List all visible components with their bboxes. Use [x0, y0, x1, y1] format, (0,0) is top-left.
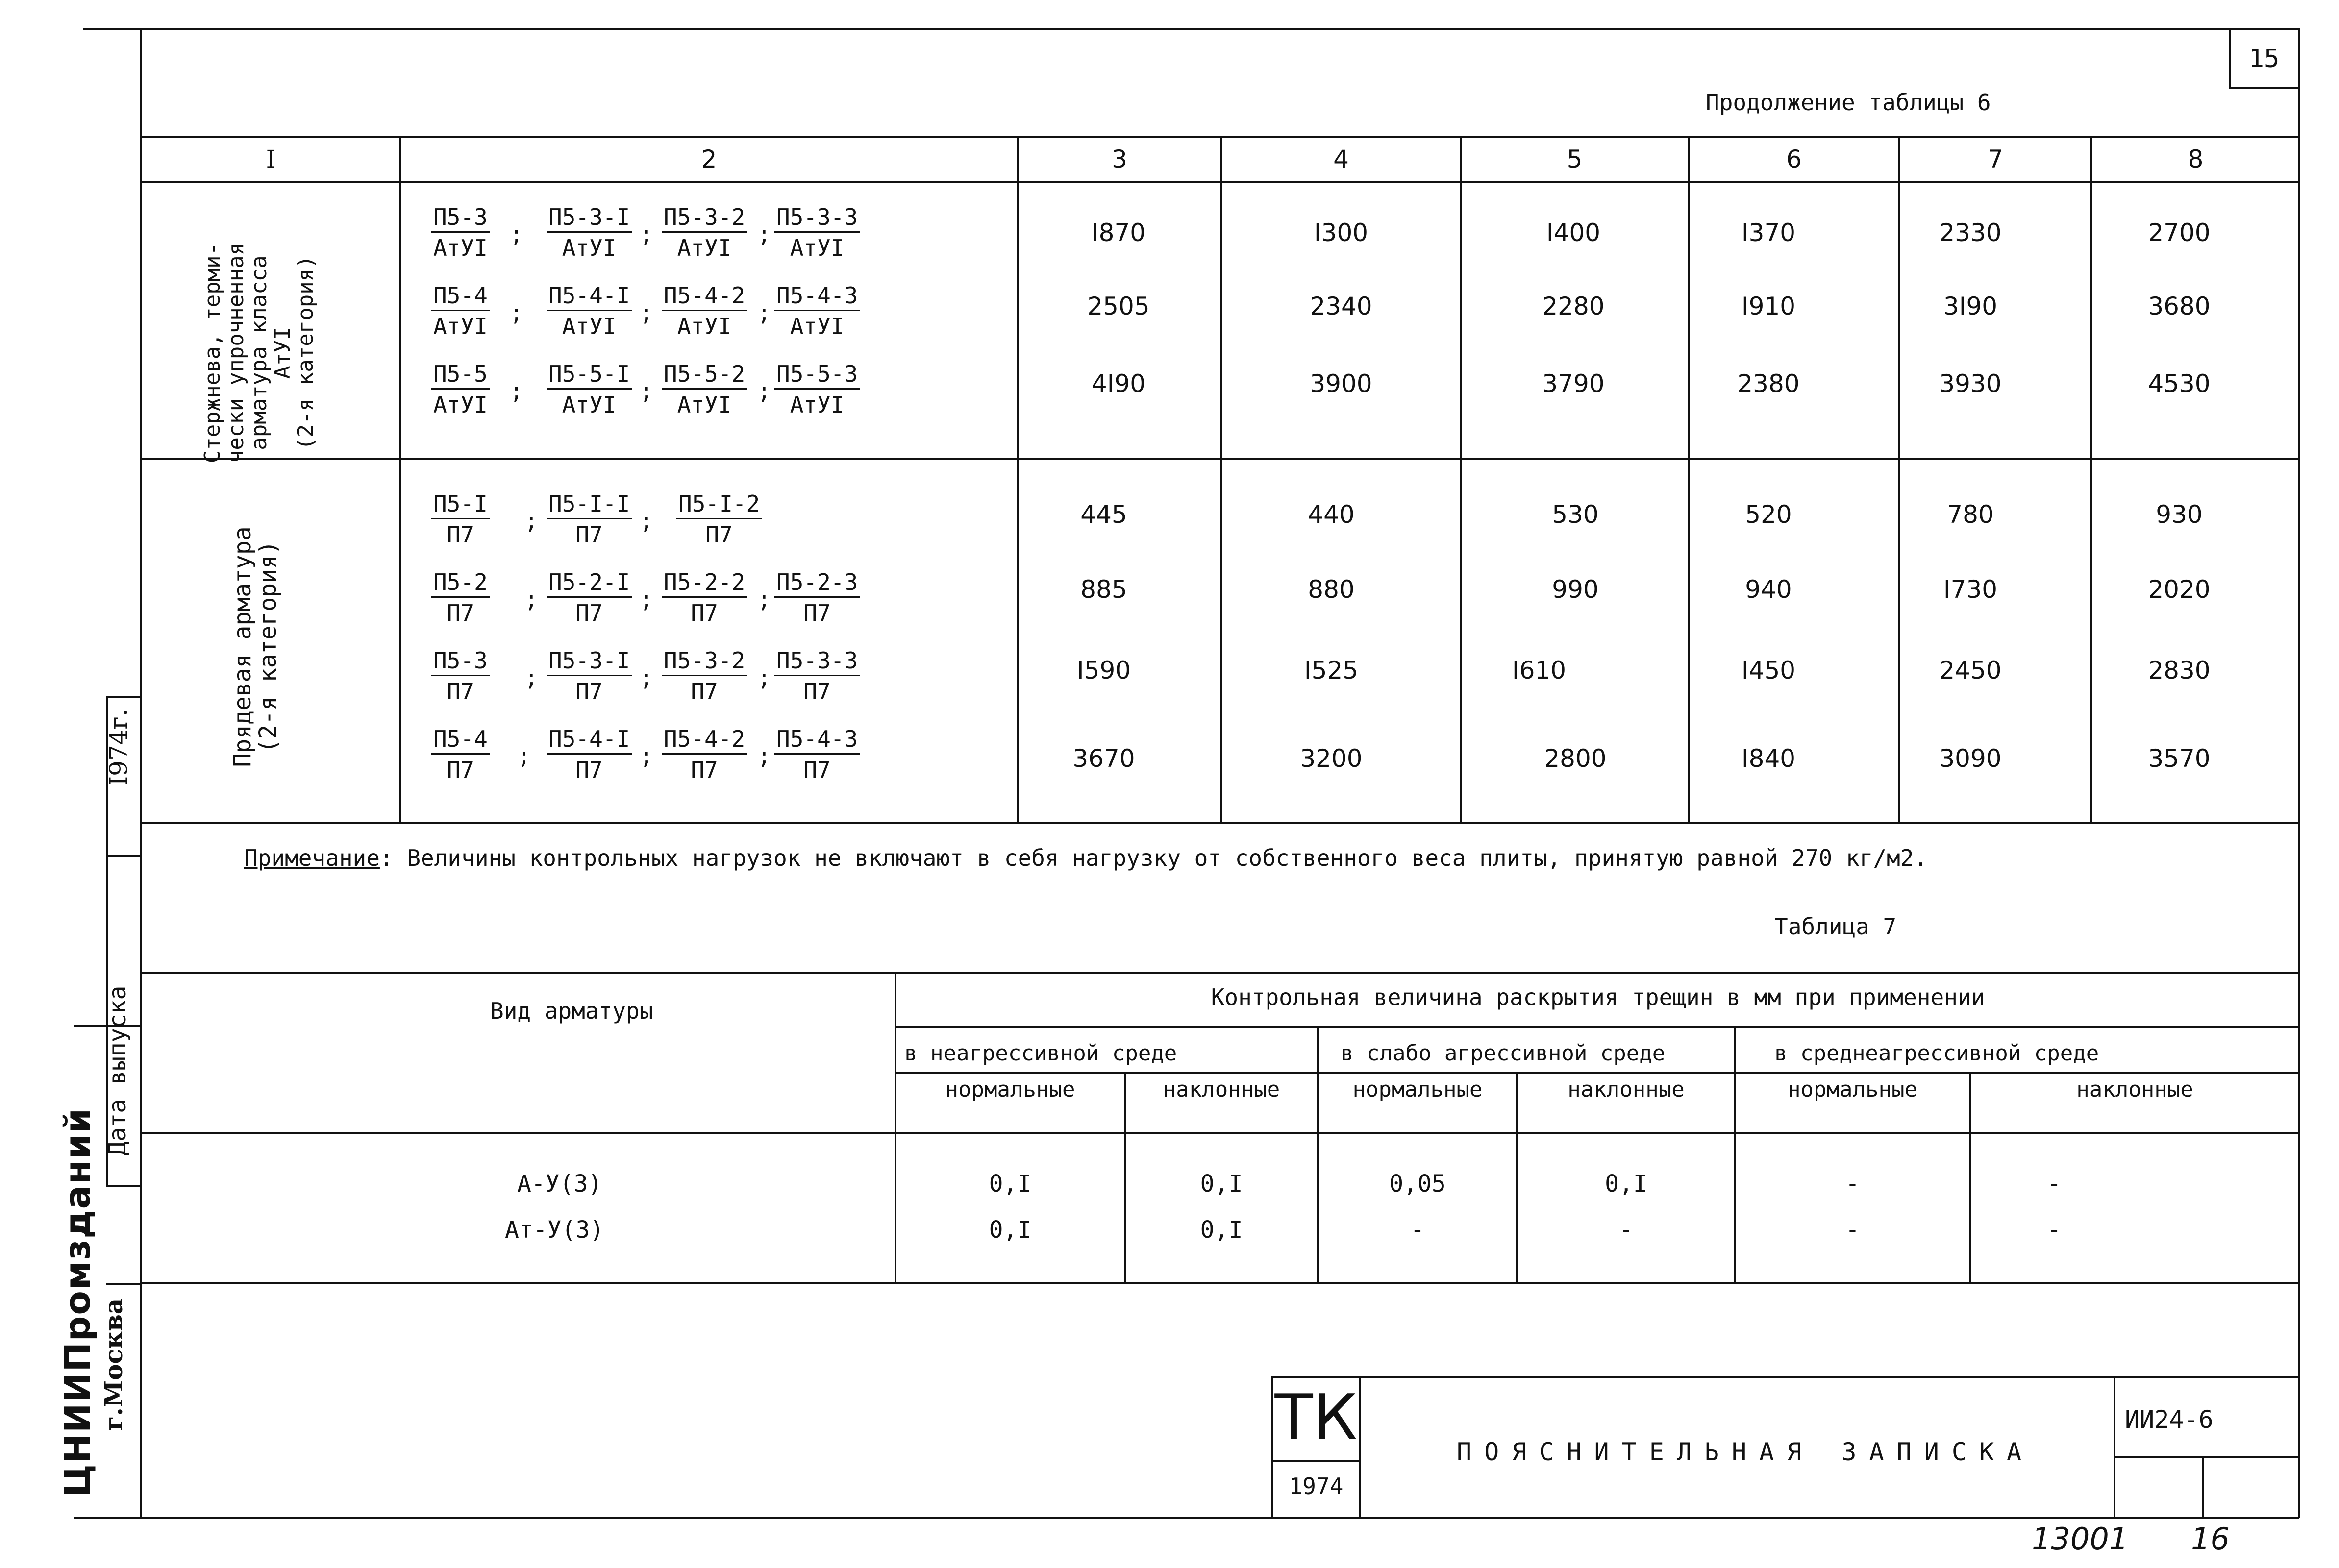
mark-fraction: П5-5-2 АтУI	[662, 363, 747, 416]
frame-top	[83, 28, 2299, 30]
mark-fraction: П5-2-3 П7	[774, 571, 860, 624]
t6-cell: I300	[1314, 219, 1369, 247]
t6-cell: 440	[1308, 500, 1355, 529]
title-block-code-line	[2114, 1456, 2299, 1458]
t7-header-bottom	[140, 1132, 2299, 1134]
t7-sub-header-6: наклонные	[2076, 1077, 2193, 1102]
t7-row-type: А-У(3)	[517, 1170, 602, 1198]
mark-fraction: П5-5 АтУI	[431, 363, 490, 416]
mark-fraction: П5-3-I П7	[547, 649, 632, 703]
group-label-line: арматура класса	[247, 255, 272, 450]
t6-cell: 940	[1745, 575, 1792, 604]
continuation-title: Продолжение таблицы 6	[1706, 89, 1991, 116]
t6-cell: 3680	[2148, 292, 2211, 320]
t6-cell: 2020	[2148, 575, 2211, 604]
t6-col-divider-2	[1017, 136, 1019, 822]
t7-cell: -	[2047, 1216, 2062, 1244]
mark-fraction: П5-4-I АтУI	[547, 284, 632, 338]
group-label-line: (2-я категория)	[254, 540, 282, 753]
mark-fraction: П5-2 П7	[431, 571, 490, 624]
t6-col-header-8: 8	[2188, 145, 2204, 173]
title-block-code-divider	[2114, 1376, 2115, 1518]
sidebar-tick	[106, 1185, 140, 1187]
t6-group-divider	[140, 458, 2299, 460]
group-label-line: АтУI	[270, 327, 295, 379]
t6-cell: 2505	[1087, 292, 1150, 320]
sidebar-tick	[106, 855, 140, 857]
mark-fraction: П5-4-3 П7	[774, 728, 860, 781]
mark-fraction: П5-4-2 П7	[662, 728, 747, 781]
t7-cell: -	[1619, 1216, 1633, 1244]
mark-fraction: П5-2-2 П7	[662, 571, 747, 624]
t6-col-header-4: 4	[1333, 145, 1349, 173]
t6-cell: I590	[1076, 656, 1131, 685]
sidebar-city: г.Москва	[99, 1298, 128, 1431]
t6-cell: I450	[1741, 656, 1796, 685]
t6-cell: 520	[1745, 500, 1792, 529]
t6-cell: 4I90	[1091, 369, 1146, 398]
t7-cell: 0,I	[1200, 1216, 1243, 1244]
t6-cell: 880	[1308, 575, 1355, 604]
t7-col0-header: Вид арматуры	[490, 998, 653, 1024]
t7-env-1: в неагрессивной среде	[904, 1041, 1177, 1066]
t6-cell: 2700	[2148, 219, 2211, 247]
t7-row-type: Ат-У(3)	[505, 1216, 604, 1244]
t6-cell: 530	[1552, 500, 1599, 529]
t7-bottom-border	[140, 1282, 2299, 1284]
group-label-line: Стержнева, терми-	[200, 242, 225, 464]
note-label: Примечание	[244, 845, 380, 871]
mark-fraction: П5-3-3 АтУI	[774, 206, 860, 259]
t6-cell: 2830	[2148, 656, 2211, 685]
t7-sub-header-4: наклонные	[1568, 1077, 1685, 1102]
t6-col-divider-1	[399, 136, 401, 822]
t6-cell: I525	[1304, 656, 1359, 685]
t6-cell: 780	[1947, 500, 1994, 529]
note	[244, 847, 1927, 869]
t6-col-header-6: 6	[1786, 145, 1802, 173]
mark-fraction: П5-4-3 АтУI	[774, 284, 860, 338]
mark-fraction: П5-I-2 П7	[676, 492, 762, 546]
t6-cell: 885	[1080, 575, 1127, 604]
mark-fraction: П5-5-3 АтУI	[774, 363, 860, 416]
sheet-number: 16	[2191, 1521, 2230, 1557]
t7-env-3: в среднеагрессивной среде	[1774, 1041, 2099, 1066]
archive-number: 13001	[2032, 1521, 2129, 1557]
mark-fraction: П5-4-I П7	[547, 728, 632, 781]
title-block-title: ПОЯСНИТЕЛЬНАЯ ЗАПИСКА	[1457, 1438, 2035, 1466]
t7-sub-header-3: нормальные	[1352, 1077, 1483, 1102]
t7-sub-header-2: наклонные	[1163, 1077, 1280, 1102]
t6-group-label-strand	[230, 510, 299, 784]
t7-cell: -	[1410, 1216, 1425, 1244]
frame-bottom	[74, 1517, 2299, 1519]
mark-fraction: П5-2-I П7	[547, 571, 632, 624]
table7-title: Таблица 7	[1774, 913, 1897, 940]
t6-top-border	[140, 136, 2299, 138]
page-number: 15	[2248, 44, 2280, 74]
title-block-mark-divider	[1359, 1376, 1361, 1518]
page-number-box-bottom	[2229, 87, 2299, 89]
t6-cell: I400	[1546, 219, 1601, 247]
t6-bottom-border	[140, 822, 2299, 824]
t7-cell: -	[1845, 1170, 1860, 1198]
t7-env-2: в слабо агрессивной среде	[1341, 1041, 1666, 1066]
t6-cell: 2330	[1939, 219, 2002, 247]
mark-fraction: П5-3 П7	[431, 649, 490, 703]
group-label-line: чески упрочненная	[223, 242, 249, 464]
t7-env-bottom	[895, 1072, 2299, 1074]
t6-col-divider-5	[1688, 136, 1690, 822]
sidebar-release-date-label: Дата выпуска	[104, 985, 131, 1156]
t6-cell: 3670	[1072, 744, 1135, 773]
sidebar-year: I974г.	[104, 709, 133, 786]
t7-cell: 0,I	[989, 1170, 1032, 1198]
title-block-mark-line	[1271, 1460, 1359, 1462]
title-block-top	[1271, 1376, 2299, 1378]
t6-cell: 930	[2156, 500, 2203, 529]
t6-cell: I370	[1741, 219, 1796, 247]
mark-fraction: П5-I П7	[431, 492, 490, 546]
title-block-mark: ТК	[1274, 1381, 1358, 1454]
t6-cell: 2800	[1544, 744, 1607, 773]
t6-cell: 2450	[1939, 656, 2002, 685]
t6-cell: I730	[1943, 575, 1998, 604]
mark-fraction: П5-4 П7	[431, 728, 490, 781]
t6-cell: 3790	[1542, 369, 1605, 398]
t6-cell: 2280	[1542, 292, 1605, 320]
t6-col-divider-7	[2090, 136, 2092, 822]
t6-group-label-rod	[201, 216, 338, 490]
t6-col-header-7: 7	[1988, 145, 2003, 173]
t6-cell: 3I90	[1943, 292, 1998, 320]
t6-cell: I840	[1741, 744, 1796, 773]
group-label-line: (2-я категория)	[293, 255, 319, 450]
t6-col-header-5: 5	[1567, 145, 1583, 173]
t7-cell: -	[1845, 1216, 1860, 1244]
t6-col-header-1: I	[266, 145, 276, 173]
t6-header-bottom	[140, 181, 2299, 183]
t7-col-divider-4	[1734, 1026, 1736, 1282]
t6-cell: 3200	[1300, 744, 1363, 773]
title-block-year: 1974	[1289, 1473, 1344, 1499]
mark-fraction: П5-5-I АтУI	[547, 363, 632, 416]
frame-left	[140, 28, 142, 1518]
t6-cell: 3900	[1310, 369, 1372, 398]
group-label-line: Прядевая арматура	[229, 526, 256, 767]
t6-col-header-3: 3	[1112, 145, 1127, 173]
mark-fraction: П5-4-2 АтУI	[662, 284, 747, 338]
t6-cell: I870	[1091, 219, 1146, 247]
t6-cell: 2340	[1310, 292, 1372, 320]
t6-cell: 4530	[2148, 369, 2211, 398]
t7-sub-header-5: нормальные	[1788, 1077, 1917, 1102]
t6-cell: 2380	[1737, 369, 1800, 398]
t6-col-divider-4	[1460, 136, 1462, 822]
sidebar-org-name: ЦНИИПромзданий	[57, 1107, 98, 1497]
mark-fraction: П5-3 АтУI	[431, 206, 490, 259]
title-block-sheet-divider	[2202, 1456, 2204, 1518]
sidebar-tick	[106, 1283, 140, 1285]
mark-fraction: П5-4 АтУI	[431, 284, 490, 338]
t7-group-header-bottom	[895, 1026, 2299, 1028]
t7-cell: 0,I	[1200, 1170, 1243, 1198]
t7-cell: 0,05	[1389, 1170, 1446, 1198]
t7-cell: 0,I	[989, 1216, 1032, 1244]
t6-cell: 3090	[1939, 744, 2002, 773]
t7-col-divider-2	[1317, 1026, 1319, 1282]
t6-cell: 990	[1552, 575, 1599, 604]
t6-cell: 3570	[2148, 744, 2211, 773]
mark-fraction: П5-3-2 П7	[662, 649, 747, 703]
mark-fraction: П5-3-3 П7	[774, 649, 860, 703]
t6-col-header-2: 2	[701, 145, 717, 173]
mark-fraction: П5-3-2 АтУI	[662, 206, 747, 259]
t7-cell: 0,I	[1605, 1170, 1647, 1198]
t7-group-header: Контрольная величина раскрытия трещин в мм при применении	[1211, 984, 1985, 1010]
t6-col-divider-3	[1220, 136, 1222, 822]
frame-right	[2298, 28, 2300, 1518]
t6-cell: 3930	[1939, 369, 2002, 398]
t7-top-border	[140, 972, 2299, 974]
title-block-doc-code: ИИ24-6	[2125, 1405, 2214, 1434]
t7-sub-header-1: нормальные	[945, 1077, 1075, 1102]
t7-cell: -	[2047, 1170, 2062, 1198]
t6-cell: I610	[1512, 656, 1567, 685]
t6-cell: 445	[1080, 500, 1127, 529]
mark-fraction: П5-3-I АтУI	[547, 206, 632, 259]
mark-fraction: П5-I-I П7	[547, 492, 632, 546]
note-text: : Величины контрольных нагрузок не включают в себя нагрузку от собственного веса плиты, принятую равной 270 кг/м2.	[379, 845, 1928, 871]
t6-cell: I910	[1741, 292, 1796, 320]
